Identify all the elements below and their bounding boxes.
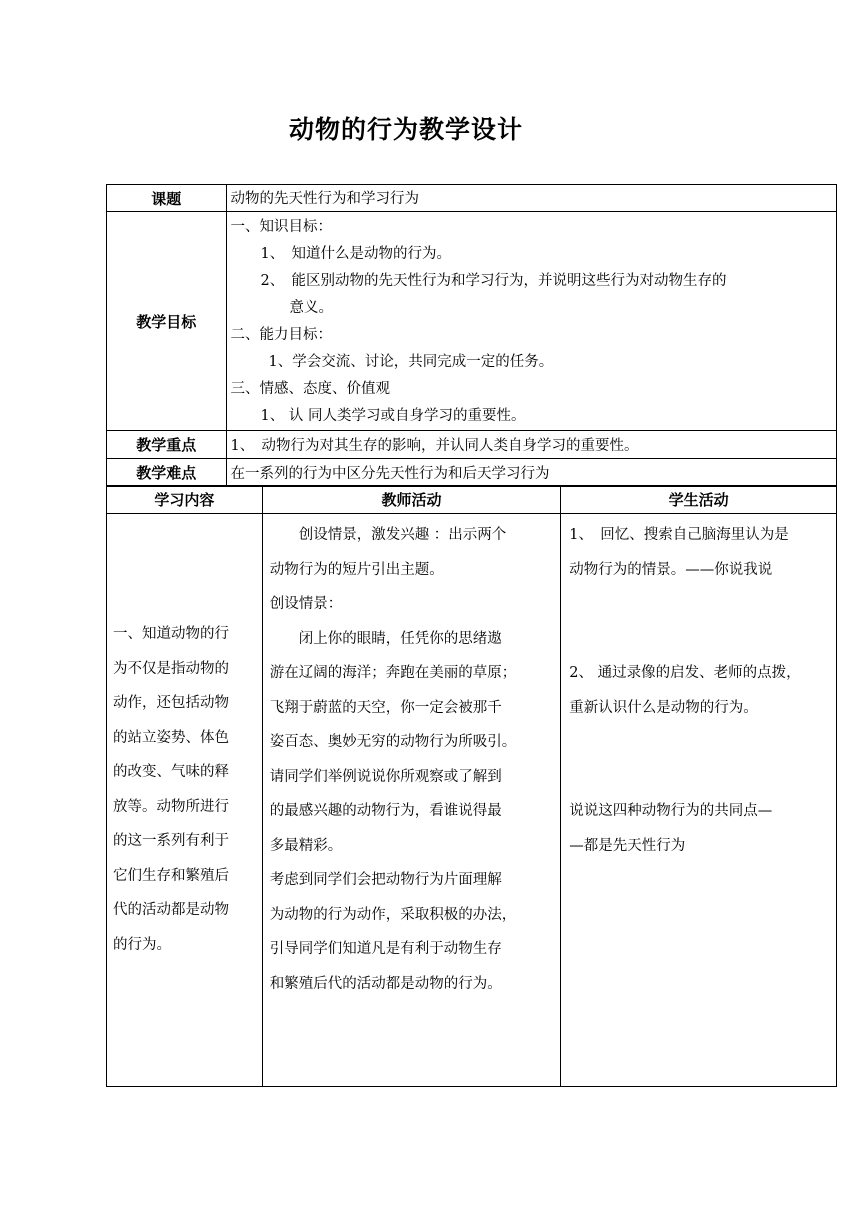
emotion-item-1: 1、 认 同人类学习或自身学习的重要性。 <box>260 408 526 424</box>
teacher-line: 和繁殖后代的活动都是动物的行为。 <box>269 975 502 992</box>
content-line: 它们生存和繁殖后 <box>113 867 229 884</box>
goals-label: 教学目标 <box>107 212 227 431</box>
teacher-line: 引导同学们知道凡是有利于动物生存 <box>269 941 502 957</box>
content-line: 动作，还包括动物 <box>113 695 229 711</box>
ability-heading: 二、能力目标： <box>230 327 332 343</box>
knowledge-item-1: 1、 知道什么是动物的行为。 <box>260 246 451 262</box>
knowledge-heading: 一、知识目标： <box>230 219 332 235</box>
knowledge-item-2: 2、 能区别动物的先天性行为和学习行为，并说明这些行为对动物生存的 <box>260 273 727 289</box>
student-line: 动物行为的情景。——你说我说 <box>569 561 773 578</box>
header-content: 学习内容 <box>107 486 263 514</box>
content-line: 的改变、气味的释 <box>113 764 229 780</box>
teacher-cell <box>262 514 561 1087</box>
content-cell <box>107 514 263 1087</box>
student-line <box>569 587 836 622</box>
teacher-line: 多最精彩。 <box>269 837 343 854</box>
teacher-line: 为动物的行为动作，采取积极的办法， <box>269 906 517 923</box>
student-line: —都是先天性行为 <box>569 837 686 854</box>
activities-table <box>106 485 837 1087</box>
content-text <box>107 514 262 962</box>
difficulty-value: 在一系列的行为中区分先天性行为和后天学习行为 <box>226 459 837 487</box>
student-text <box>561 514 836 863</box>
student-line <box>569 760 836 795</box>
teacher-line: 姿百态、奥妙无穷的动物行为所吸引。 <box>269 734 517 750</box>
content-line: 的行为。 <box>113 936 171 953</box>
teacher-text <box>263 514 561 1001</box>
emotion-heading: 三、情感、态度、价值观 <box>230 381 390 397</box>
page-title: 动物的行为教学设计 <box>288 115 523 144</box>
goals-cell <box>226 212 837 431</box>
teacher-line: 创设情景，激发兴趣 ：出示两个 <box>269 527 507 543</box>
difficulty-label: 教学难点 <box>107 459 227 487</box>
teacher-line: 请同学们举例说说你所观察或了解到 <box>269 768 502 785</box>
student-line <box>569 622 836 657</box>
content-line: 代的活动都是动物 <box>113 902 229 918</box>
student-line: 1、 回忆、搜索自己脑海里认为是 <box>569 527 789 543</box>
topic-value: 动物的先天性行为和学习行为 <box>226 185 837 212</box>
student-line <box>569 725 836 760</box>
student-cell <box>561 514 837 1087</box>
topic-label: 课题 <box>107 185 227 212</box>
teacher-line: 考虑到同学们会把动物行为片面理解 <box>269 872 502 888</box>
teacher-line: 动物行为的短片引出主题。 <box>269 561 444 578</box>
student-line: 说说这四种动物行为的共同点— <box>569 803 773 819</box>
teacher-line: 飞翔于蔚蓝的天空，你一定会被那千 <box>269 699 502 716</box>
ability-item-1: 1、学会交流、讨论，共同完成一定的任务。 <box>268 354 554 370</box>
header-student: 学生活动 <box>561 486 837 514</box>
teacher-line: 的最感兴趣的动物行为，看谁说得最 <box>269 803 502 819</box>
header-teacher: 教师活动 <box>262 486 561 514</box>
knowledge-item-2-cont: 意义。 <box>289 300 333 316</box>
teacher-line: 闭上你的眼睛，任凭你的思绪遨 <box>269 630 502 647</box>
teacher-line: 创设情景： <box>269 596 343 612</box>
content-line: 放等。动物所进行 <box>113 798 229 815</box>
key-point-value: 1、 动物行为对其生存的影响，并认同人类自身学习的重要性。 <box>226 431 837 459</box>
teacher-line: 游在辽阔的海洋；奔跑在美丽的草原； <box>269 665 517 681</box>
content-line: 的站立姿势、体色 <box>113 729 229 746</box>
key-point-label: 教学重点 <box>107 431 227 459</box>
student-line: 2、 通过录像的启发、老师的点拨， <box>569 665 801 681</box>
content-line: 的这一系列有利于 <box>113 833 229 849</box>
lesson-info-table <box>106 184 837 487</box>
student-line: 重新认识什么是动物的行为。 <box>569 699 758 716</box>
content-line: 为不仅是指动物的 <box>113 660 229 677</box>
content-line: 一、知道动物的行 <box>113 626 229 642</box>
